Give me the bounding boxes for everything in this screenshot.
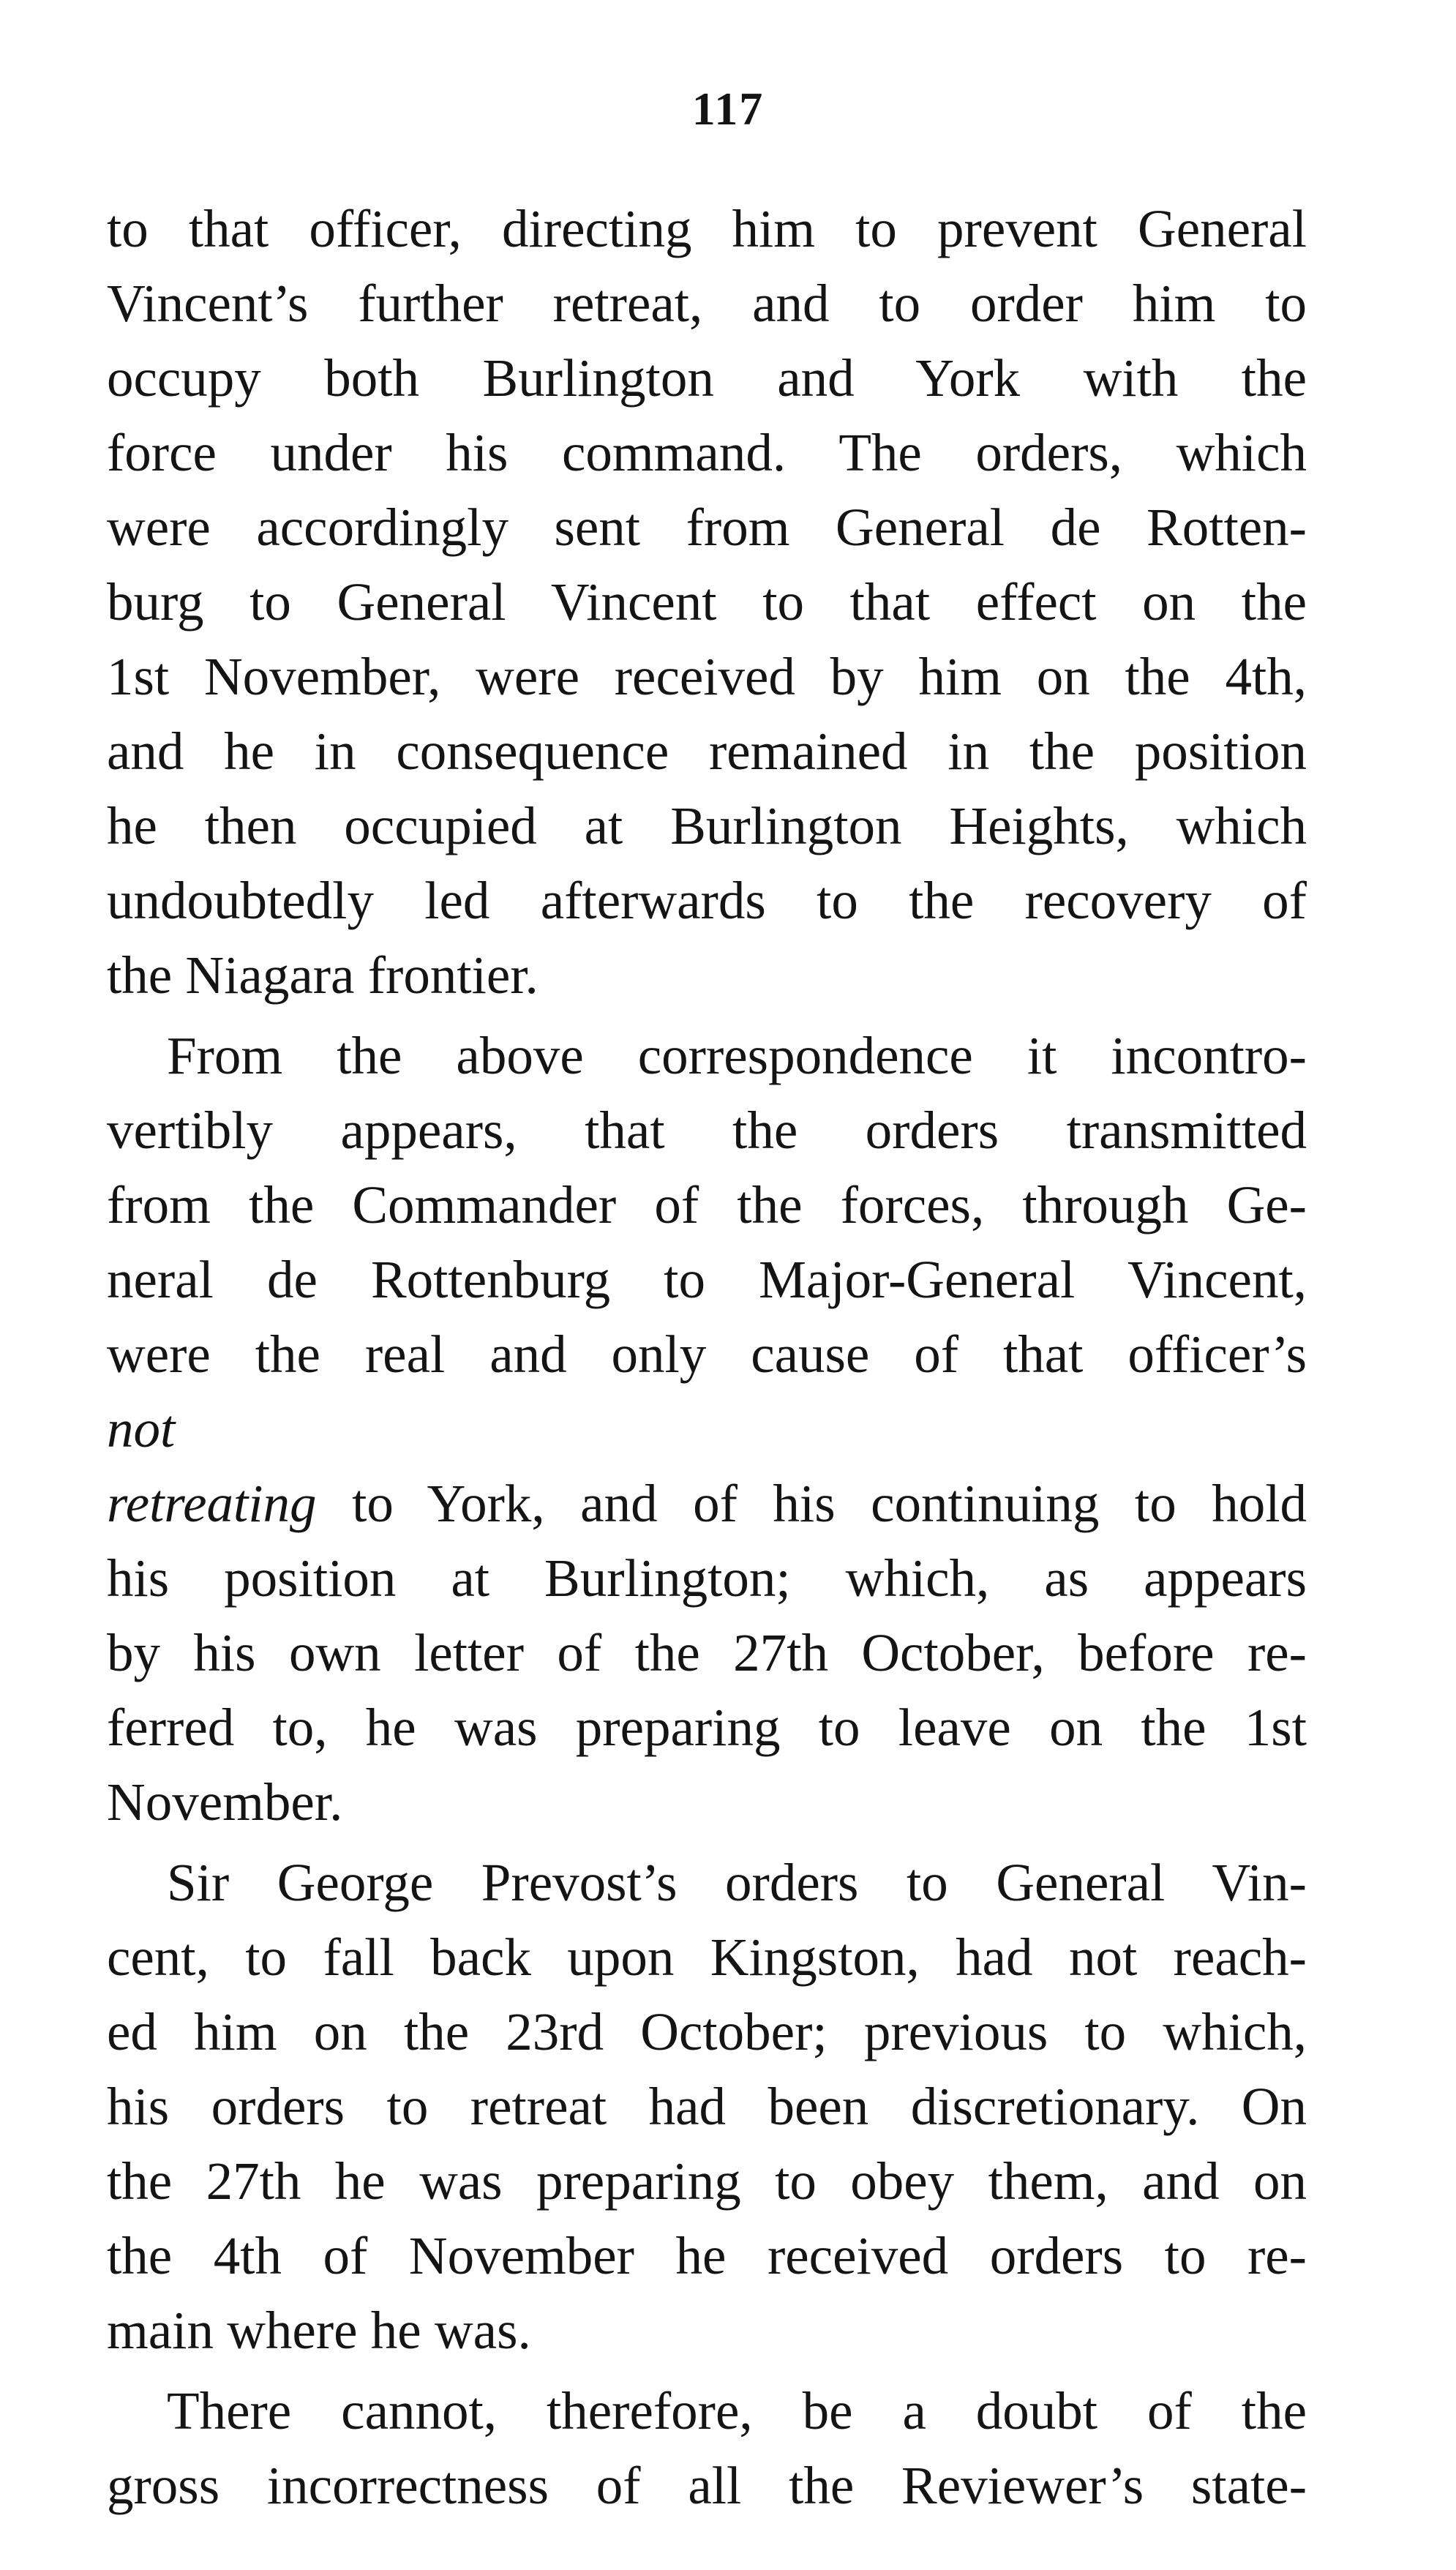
italic-text: not [107, 1399, 176, 1458]
paragraph-gap [107, 1013, 1307, 1019]
text-line: Sir George Prevost’s orders to General Vin- [167, 1853, 1307, 1912]
text-line: vertibly appears, that the orders transmitted [107, 1101, 1307, 1160]
text-line: he then occupied at Burlington Heights, which [107, 796, 1307, 855]
paragraph-gap [107, 1840, 1307, 1846]
text-line: cent, to fall back upon Kingston, had not reach- [107, 1928, 1307, 1987]
text-line: the 27th he was preparing to obey them, and on [107, 2151, 1307, 2211]
text-line: were the real and only cause of that officer’s [107, 1325, 1307, 1384]
text-line: ferred to, he was preparing to leave on the 1st [107, 1698, 1307, 1757]
text-line: his position at Burlington; which, as appears [107, 1548, 1307, 1608]
text-line: main where he was. [107, 2301, 531, 2360]
text-line: gross incorrectness of all the Reviewer’s state- [107, 2456, 1307, 2515]
text-line: by his own letter of the 27th October, before re- [107, 1623, 1307, 1682]
text-line [107, 1466, 1307, 1541]
text-line: 1st November, were received by him on the 4th, [107, 647, 1307, 706]
page-number: 117 [691, 83, 765, 135]
text-line: were accordingly sent from General de Rotten- [107, 498, 1307, 557]
italic-text: retreating [107, 1474, 317, 1533]
text-line: occupy both Burlington and York with the [107, 348, 1307, 408]
text-line: neral de Rottenburg to Major-General Vincent, [107, 1250, 1307, 1309]
text-line: his orders to retreat had been discretionary. On [107, 2077, 1307, 2136]
text-line: to that officer, directing him to prevent General [107, 199, 1307, 258]
text-span: to York, and of his continuing to hold [352, 1474, 1307, 1533]
text-line: the Niagara frontier. [107, 945, 539, 1005]
text-line: ed him on the 23rd October; previous to which, [107, 2002, 1307, 2061]
text-line: Vincent’s further retreat, and to order him to [107, 274, 1307, 333]
paragraph-gap [107, 2368, 1307, 2374]
text-line: burg to General Vincent to that effect on the [107, 572, 1307, 632]
text-line: From the above correspondence it incontro- [167, 1026, 1307, 1085]
text-line: undoubtedly led afterwards to the recovery of [107, 871, 1307, 930]
body-text [107, 192, 1307, 2523]
text-line [107, 1392, 1307, 1466]
text-line: There cannot, therefore, be a doubt of the [167, 2381, 1307, 2440]
text-line: from the Commander of the forces, through Ge- [107, 1175, 1307, 1235]
text-line: and he in consequence remained in the position [107, 722, 1307, 781]
text-line: force under his command. The orders, which [107, 423, 1307, 482]
text-line: the 4th of November he received orders to re- [107, 2226, 1307, 2285]
text-line: November. [107, 1772, 343, 1832]
